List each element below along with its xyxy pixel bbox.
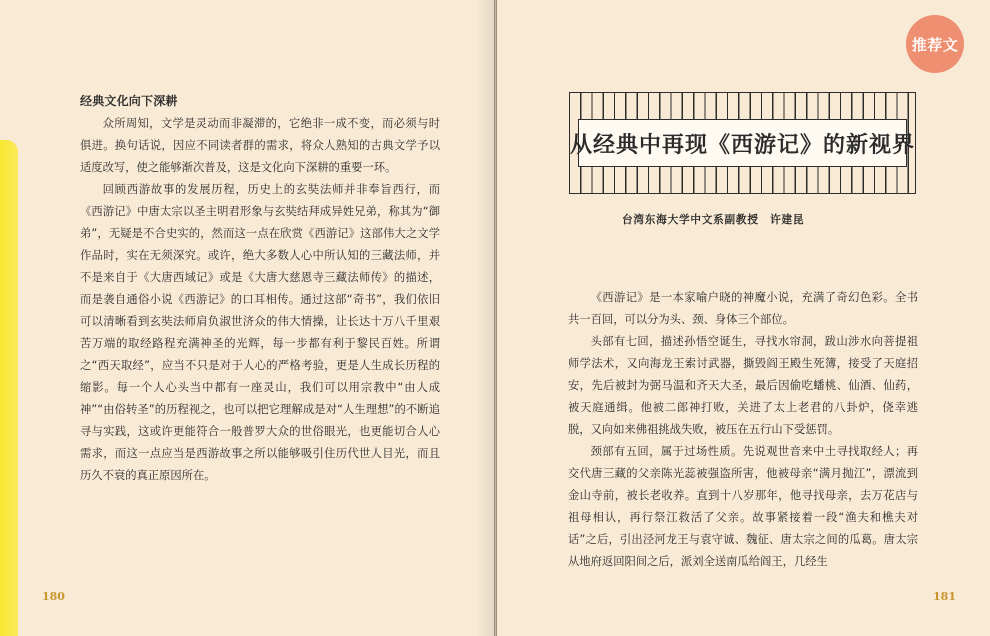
section-title: 经典文化向下深耕: [80, 94, 178, 108]
left-page: [0, 0, 494, 636]
paragraph-2: 回顾西游故事的发展历程，历史上的玄奘法师并非奉旨西行，而《西游记》中唐太宗以圣主明君形象与玄奘结拜成异姓兄弟，称其为“御弟”，无疑是不合史实的，然而这一点在欣赏《西游记》这部伟大之文学作品时，实在无须深究。或许，绝大多数人心中所认知的三藏法师，并不是来自于《大唐西域记》或是《大唐大慈恩寺三藏法师传》的描述，而是袭自通俗小说《西游记》的口耳相传。通过这部“奇书”，我们依旧可以清晰看到玄奘法师肩负淑世济众的伟大情操，让长达十万八千里艰苦万端的取经路程充满神圣的光辉，每一步都有利于黎民百姓。所谓之“西天取经”，应当不只是对于人心的严格考验，更是人生成长历程的缩影。每一个人心头当中都有一座灵山，我们可以用宗教中“由人成神”“由俗转圣”的历程视之，也可以把它理解成是对“人生理想”的不断追寻与实践，这或许更能符合一般普罗大众的世俗眼光，也更能切合人心需求，而这一点应当是西游故事之所以能够吸引住历代世人目光，而且历久不衰的真正原因所在。: [80, 183, 440, 482]
paragraph-1: 众所周知，文学是灵动而非凝滞的，它绝非一成不变，而必须与时俱进。换句话说，因应不同读者群的需求，将众人熟知的古典文学予以适度改写，使之能够渐次普及，这是文化向下深耕的重要一环。: [80, 117, 440, 174]
article-title: 从经典中再现《西游记》的新视界: [578, 119, 907, 167]
left-page-content: [80, 92, 440, 487]
right-paragraph-2: 头部有七回，描述孙悟空诞生，寻找水帘洞，跋山涉水向菩提祖师学法术，又向海龙王索讨武器，撕毁阎王殿生死簿，接受了天庭招安，先后被封为弼马温和齐天大圣，最后因偷吃蟠桃、仙酒、仙药，被天庭通缉。他被二郎神打败，关进了太上老君的八卦炉，侥幸逃脱，又向如来佛祖挑战失败，被压在五行山下受惩罚。: [568, 335, 918, 436]
right-paragraph-3: 颈部有五回，属于过场性质。先说观世音来中土寻找取经人；再交代唐三藏的父亲陈光蕊被强盗所害，他被母亲“满月抛江”，漂流到金山寺前，被长老收养。直到十八岁那年，他寻找母亲，去万花店与祖母相认，再行祭江救活了父亲。故事紧接着一段“渔夫和樵夫对话”之后，引出泾河龙王与袁守诚、魏征、唐太宗之间的瓜葛。唐太宗从地府返回阳间之后，派刘全送南瓜给阎王，几经生: [568, 445, 918, 568]
page-number-right: 181: [933, 590, 956, 603]
right-page: [497, 0, 990, 636]
recommendation-badge: 推荐文: [906, 15, 964, 73]
yellow-highlight-strip: [0, 140, 18, 636]
spine-shadow-left: [476, 0, 494, 636]
author-line: 台湾东海大学中文系副教授 许建昆: [622, 214, 805, 226]
right-page-content: [568, 287, 918, 573]
title-frame: [569, 92, 916, 194]
right-paragraph-1: 《西游记》是一本家喻户晓的神魔小说，充满了奇幻色彩。全书共一百回，可以分为头、颈、身体三个部位。: [568, 291, 918, 326]
page-number-left: 180: [42, 590, 65, 603]
